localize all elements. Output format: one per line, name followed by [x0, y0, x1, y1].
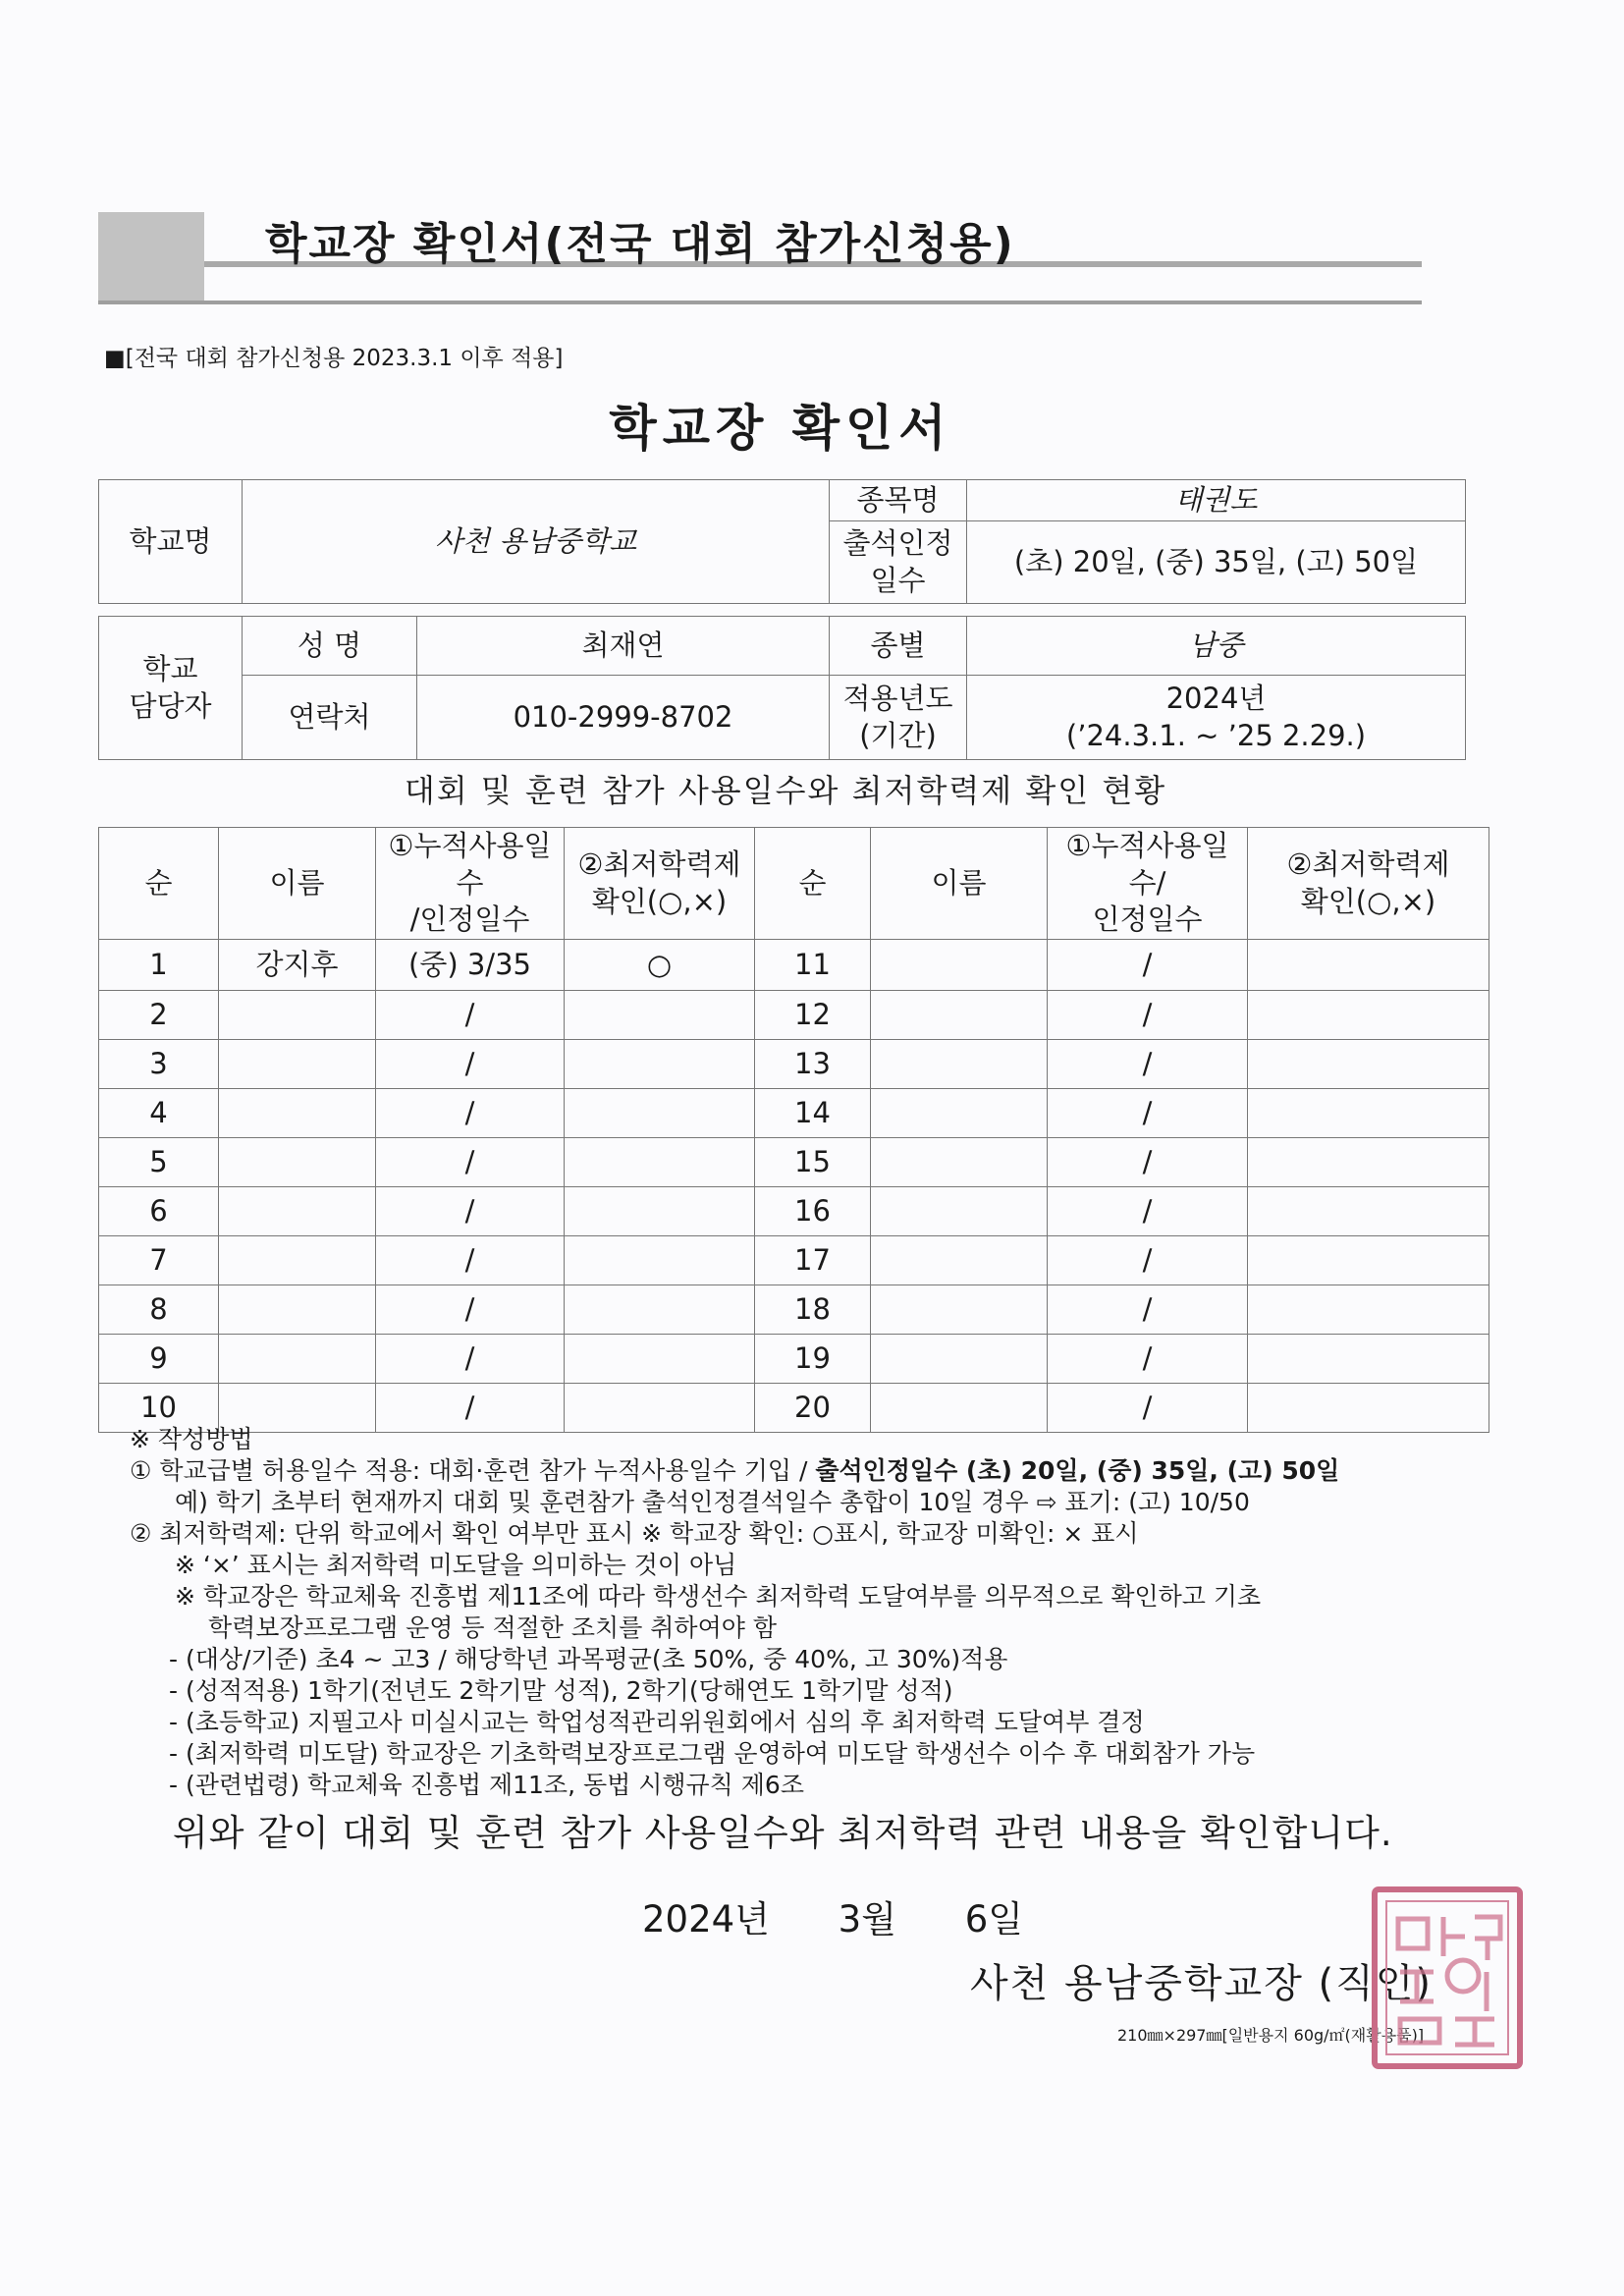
contact-value: 010-2999-8702 — [417, 676, 830, 760]
row-days-right: / — [1048, 940, 1248, 991]
row-confirm — [565, 1285, 755, 1335]
row-no-right: 19 — [755, 1335, 871, 1384]
table-row — [99, 1138, 1489, 1187]
attendance-days-value: (초) 20일, (중) 35일, (고) 50일 — [967, 521, 1466, 604]
row-no: 4 — [99, 1089, 219, 1138]
row-confirm — [565, 1187, 755, 1236]
detail-4: - (최저학력 미도달) 학교장은 기초학력보장프로그램 운영하여 미도달 학생선수 이수 후 대회참가 가능 — [169, 1739, 1256, 1768]
row-confirm-right — [1248, 1236, 1489, 1285]
row-days-right: / — [1048, 1236, 1248, 1285]
row-no-right: 14 — [755, 1089, 871, 1138]
row-name — [219, 1040, 376, 1089]
row-no-right: 18 — [755, 1285, 871, 1335]
manager-name-label: 성 명 — [243, 617, 417, 676]
row-name-right — [871, 1187, 1048, 1236]
row-no-right: 11 — [755, 940, 871, 991]
detail-3: - (초등학교) 지필고사 미실시교는 학업성적관리위원회에서 심의 후 최저학력 도달여부 결정 — [169, 1708, 1145, 1736]
date-month: 3월 — [838, 1898, 896, 1941]
confirmation-statement: 위와 같이 대회 및 훈련 참가 사용일수와 최저학력 관련 내용을 확인합니다. — [173, 1812, 1393, 1854]
row-days-right: / — [1048, 991, 1248, 1040]
row-name-right — [871, 1335, 1048, 1384]
row-no: 10 — [99, 1384, 219, 1433]
note-1-example: 예) 학기 초부터 현재까지 대회 및 훈련참가 출석인정결석일수 총합이 10일 경우 ⇨ 표기: (고) 10/50 — [175, 1488, 1250, 1516]
table-row — [99, 940, 1489, 991]
detail-2: - (성적적용) 1학기(전년도 2학기말 성적), 2학기(당해연도 1학기말 성적) — [169, 1676, 953, 1705]
row-days-right: / — [1048, 1384, 1248, 1433]
table-row — [99, 1187, 1489, 1236]
row-no-right: 13 — [755, 1040, 871, 1089]
header-rule-bottom — [98, 301, 1422, 304]
participants-table — [98, 827, 1489, 1433]
row-name-right — [871, 1285, 1048, 1335]
row-confirm — [565, 991, 755, 1040]
table-row — [99, 991, 1489, 1040]
row-confirm — [565, 1138, 755, 1187]
row-days-right: / — [1048, 1040, 1248, 1089]
table-row — [99, 1089, 1489, 1138]
note-1-highlight: 출석인정일수 (초) 20일, (중) 35일, (고) 50일 — [815, 1456, 1340, 1485]
info-table — [98, 479, 1466, 760]
row-name — [219, 1089, 376, 1138]
row-confirm-right — [1248, 1089, 1489, 1138]
row-days: / — [376, 1335, 565, 1384]
row-name-right — [871, 1040, 1048, 1089]
row-confirm — [565, 1335, 755, 1384]
row-confirm-right — [1248, 940, 1489, 991]
apply-year-label: 적용년도 (기간) — [830, 676, 967, 760]
category-value: 남중 — [967, 617, 1466, 676]
instructions — [130, 1424, 1504, 1801]
section-title: 대회 및 훈련 참가 사용일수와 최저학력제 확인 현황 — [404, 772, 1167, 809]
principal-signature: 사천 용남중학교장 (직인) — [970, 1961, 1434, 2006]
row-no-right: 16 — [755, 1187, 871, 1236]
row-name — [219, 1236, 376, 1285]
row-confirm-right — [1248, 1040, 1489, 1089]
detail-1: - (대상/기준) 초4 ~ 고3 / 해당학년 과목평균(초 50%, 중 40%, 고 30%)적용 — [169, 1645, 1008, 1673]
row-days: / — [376, 1089, 565, 1138]
row-name — [219, 1335, 376, 1384]
note-1: ① 학교급별 허용일수 적용: 대회·훈련 참가 누적사용일수 기입 / — [130, 1456, 816, 1485]
date-year: 2024년 — [642, 1898, 770, 1941]
row-no: 3 — [99, 1040, 219, 1089]
attendance-days-label: 출석인정 일수 — [830, 521, 967, 604]
row-confirm: ○ — [565, 940, 755, 991]
event-value: 태권도 — [967, 480, 1466, 521]
row-days: / — [376, 1138, 565, 1187]
school-name-value: 사천 용남중학교 — [243, 480, 830, 604]
row-confirm — [565, 1236, 755, 1285]
row-name-right — [871, 1089, 1048, 1138]
row-days: (중) 3/35 — [376, 940, 565, 991]
row-confirm-right — [1248, 1335, 1489, 1384]
row-days: / — [376, 1285, 565, 1335]
row-no: 2 — [99, 991, 219, 1040]
col-confirm: ②최저학력제 확인(○,×) — [565, 828, 755, 940]
row-name — [219, 1138, 376, 1187]
row-no-right: 20 — [755, 1384, 871, 1433]
row-days: / — [376, 1187, 565, 1236]
row-no-right: 17 — [755, 1236, 871, 1285]
row-confirm-right — [1248, 991, 1489, 1040]
note-2-a: ※ ‘×’ 표시는 최저학력 미도달을 의미하는 것이 아님 — [175, 1551, 737, 1579]
col-days-right: ①누적사용일수/ 인정일수 — [1048, 828, 1248, 940]
header-title: 학교장 확인서(전국 대회 참가신청용) — [265, 219, 1015, 269]
row-days: / — [376, 1040, 565, 1089]
apply-year-value: 2024년 (’24.3.1. ~ ’25 2.29.) — [967, 676, 1466, 760]
row-days-right: / — [1048, 1335, 1248, 1384]
table-row — [99, 1236, 1489, 1285]
row-name — [219, 1187, 376, 1236]
row-confirm-right — [1248, 1285, 1489, 1335]
note-2: ② 최저학력제: 단위 학교에서 확인 여부만 표시 ※ 학교장 확인: ○표시, 학교장 미확인: × 표시 — [130, 1519, 1139, 1548]
row-confirm — [565, 1040, 755, 1089]
instructions-heading: ※ 작성방법 — [130, 1425, 253, 1453]
detail-5: - (관련법령) 학교체육 진흥법 제11조, 동법 시행규칙 제6조 — [169, 1771, 804, 1799]
note-2-b-cont: 학력보장프로그램 운영 등 적절한 조치를 취하여야 함 — [208, 1613, 777, 1642]
header-gray-block — [98, 212, 204, 304]
row-days: / — [376, 1236, 565, 1285]
note-2-b: ※ 학교장은 학교체육 진흥법 제11조에 따라 학생선수 최저학력 도달여부를 의무적으로 확인하고 기초 — [175, 1582, 1262, 1611]
row-no: 1 — [99, 940, 219, 991]
document-title: 학교장 확인서 — [609, 400, 952, 457]
official-seal-stamp — [1365, 1882, 1530, 2074]
row-name: 강지후 — [219, 940, 376, 991]
row-name-right — [871, 940, 1048, 991]
table-row — [99, 1040, 1489, 1089]
col-name: 이름 — [219, 828, 376, 940]
table-row — [99, 1285, 1489, 1335]
row-days-right: / — [1048, 1089, 1248, 1138]
col-days: ①누적사용일수 /인정일수 — [376, 828, 565, 940]
row-name-right — [871, 1236, 1048, 1285]
col-no-right: 순 — [755, 828, 871, 940]
row-no-right: 15 — [755, 1138, 871, 1187]
manager-name-value: 최재연 — [417, 617, 830, 676]
table-row — [99, 1335, 1489, 1384]
row-no-right: 12 — [755, 991, 871, 1040]
col-no: 순 — [99, 828, 219, 940]
row-days: / — [376, 1384, 565, 1433]
school-name-label: 학교명 — [99, 480, 243, 604]
col-name-right: 이름 — [871, 828, 1048, 940]
event-label: 종목명 — [830, 480, 967, 521]
row-name — [219, 991, 376, 1040]
contact-label: 연락처 — [243, 676, 417, 760]
category-label: 종별 — [830, 617, 967, 676]
row-no: 5 — [99, 1138, 219, 1187]
row-days-right: / — [1048, 1138, 1248, 1187]
row-days-right: / — [1048, 1187, 1248, 1236]
row-name — [219, 1285, 376, 1335]
row-name-right — [871, 1138, 1048, 1187]
row-no: 7 — [99, 1236, 219, 1285]
row-confirm-right — [1248, 1187, 1489, 1236]
issue-date — [642, 1889, 1080, 1942]
row-days: / — [376, 991, 565, 1040]
row-no: 9 — [99, 1335, 219, 1384]
row-confirm-right — [1248, 1138, 1489, 1187]
row-days-right: / — [1048, 1285, 1248, 1335]
row-confirm — [565, 1089, 755, 1138]
row-name-right — [871, 991, 1048, 1040]
form-version-note: ■[전국 대회 참가신청용 2023.3.1 이후 적용] — [104, 346, 564, 371]
row-no: 8 — [99, 1285, 219, 1335]
col-confirm-right: ②최저학력제 확인(○,×) — [1248, 828, 1489, 940]
date-day: 6일 — [964, 1898, 1024, 1941]
school-manager-label: 학교 담당자 — [99, 617, 243, 760]
row-no: 6 — [99, 1187, 219, 1236]
paper-spec: 210㎜×297㎜[일반용지 60g/㎡(재활용품)] — [1117, 2026, 1425, 2045]
